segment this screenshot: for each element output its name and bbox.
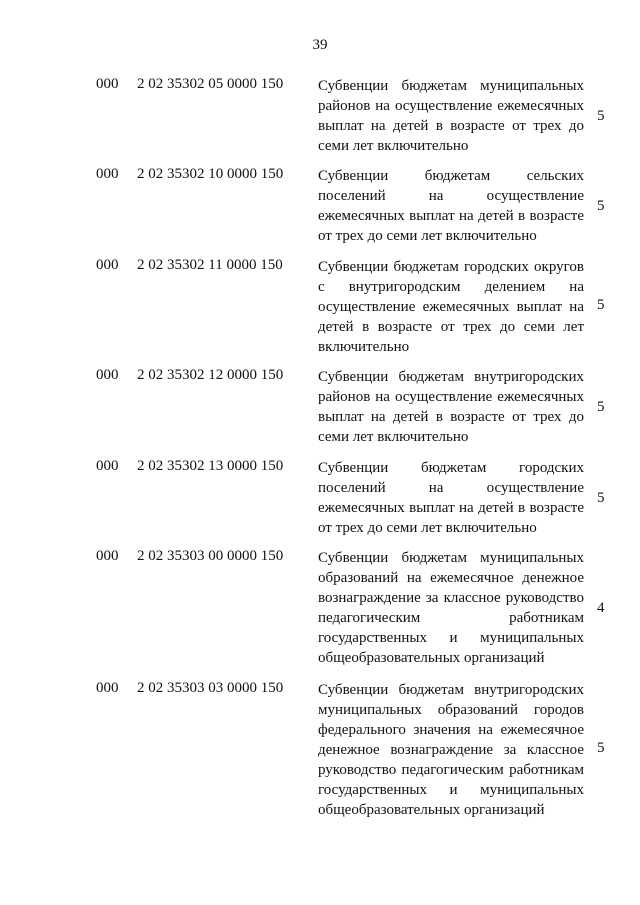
- budget-classification-code: 2 02 35302 10 0000 150: [137, 166, 284, 182]
- description-line: Субвенции бюджетам сельских: [318, 168, 584, 184]
- description-line: денежное вознаграждение за классное: [318, 742, 584, 758]
- admin-code: 000: [96, 367, 119, 383]
- revenue-description: [318, 458, 584, 538]
- description-line: Субвенции бюджетам городских: [318, 460, 584, 476]
- description-line: государственных и муниципальных: [318, 782, 584, 798]
- page-number: 39: [312, 37, 328, 53]
- description-line: федерального значения на ежемесячное: [318, 722, 584, 738]
- normative-code: 5: [597, 108, 605, 124]
- description-line: выплат на детей в возрасте от трех до: [318, 118, 584, 134]
- description-line: районов на осуществление ежемесячных: [318, 389, 584, 405]
- description-line: Субвенции бюджетам внутригородских: [318, 369, 584, 385]
- admin-code: 000: [96, 76, 119, 92]
- revenue-description: [318, 367, 584, 447]
- description-line: ежемесячных выплат на детей в возрасте: [318, 500, 584, 516]
- description-line: с внутригородским делением на: [318, 279, 584, 295]
- description-line: общеобразовательных организаций: [318, 802, 545, 818]
- description-line: общеобразовательных организаций: [318, 650, 545, 666]
- normative-code: 5: [597, 399, 605, 415]
- description-line: государственных и муниципальных: [318, 630, 584, 646]
- normative-code: 5: [597, 198, 605, 214]
- description-line: районов на осуществление ежемесячных: [318, 98, 584, 114]
- description-line: выплат на детей в возрасте от трех до: [318, 409, 584, 425]
- admin-code: 000: [96, 680, 119, 696]
- admin-code: 000: [96, 458, 119, 474]
- revenue-description: [318, 680, 584, 820]
- normative-code: 5: [597, 740, 605, 756]
- budget-classification-code: 2 02 35302 12 0000 150: [137, 367, 284, 383]
- description-line: детей в возрасте от трех до семи лет: [318, 319, 584, 335]
- normative-code: 5: [597, 490, 605, 506]
- description-line: Субвенции бюджетам внутригородских: [318, 682, 584, 698]
- description-line: образований на ежемесячное денежное: [318, 570, 584, 586]
- description-line: Субвенции бюджетам муниципальных: [318, 78, 584, 94]
- description-line: включительно: [318, 339, 410, 355]
- description-line: вознаграждение за классное руководство: [318, 590, 584, 606]
- normative-code: 4: [597, 600, 605, 616]
- normative-code: 5: [597, 297, 605, 313]
- description-line: осуществление ежемесячных выплат на: [318, 299, 584, 315]
- revenue-description: [318, 166, 584, 246]
- description-line: поселений на осуществление: [318, 188, 584, 204]
- description-line: от трех до семи лет включительно: [318, 520, 537, 536]
- description-line: поселений на осуществление: [318, 480, 584, 496]
- admin-code: 000: [96, 166, 119, 182]
- description-line: руководство педагогическим работникам: [318, 762, 584, 778]
- budget-classification-code: 2 02 35302 11 0000 150: [137, 257, 283, 273]
- description-line: семи лет включительно: [318, 429, 469, 445]
- budget-classification-code: 2 02 35303 00 0000 150: [137, 548, 284, 564]
- revenue-description: [318, 548, 584, 668]
- description-line: педагогическим работникам: [318, 610, 584, 626]
- description-line: ежемесячных выплат на детей в возрасте: [318, 208, 584, 224]
- budget-classification-code: 2 02 35302 05 0000 150: [137, 76, 284, 92]
- description-line: муниципальных образований городов: [318, 702, 584, 718]
- revenue-description: [318, 76, 584, 156]
- description-line: Субвенции бюджетам городских округов: [318, 259, 584, 275]
- description-line: Субвенции бюджетам муниципальных: [318, 550, 584, 566]
- description-line: от трех до семи лет включительно: [318, 228, 537, 244]
- admin-code: 000: [96, 257, 119, 273]
- budget-classification-code: 2 02 35302 13 0000 150: [137, 458, 284, 474]
- budget-classification-code: 2 02 35303 03 0000 150: [137, 680, 284, 696]
- admin-code: 000: [96, 548, 119, 564]
- description-line: семи лет включительно: [318, 138, 469, 154]
- revenue-description: [318, 257, 584, 357]
